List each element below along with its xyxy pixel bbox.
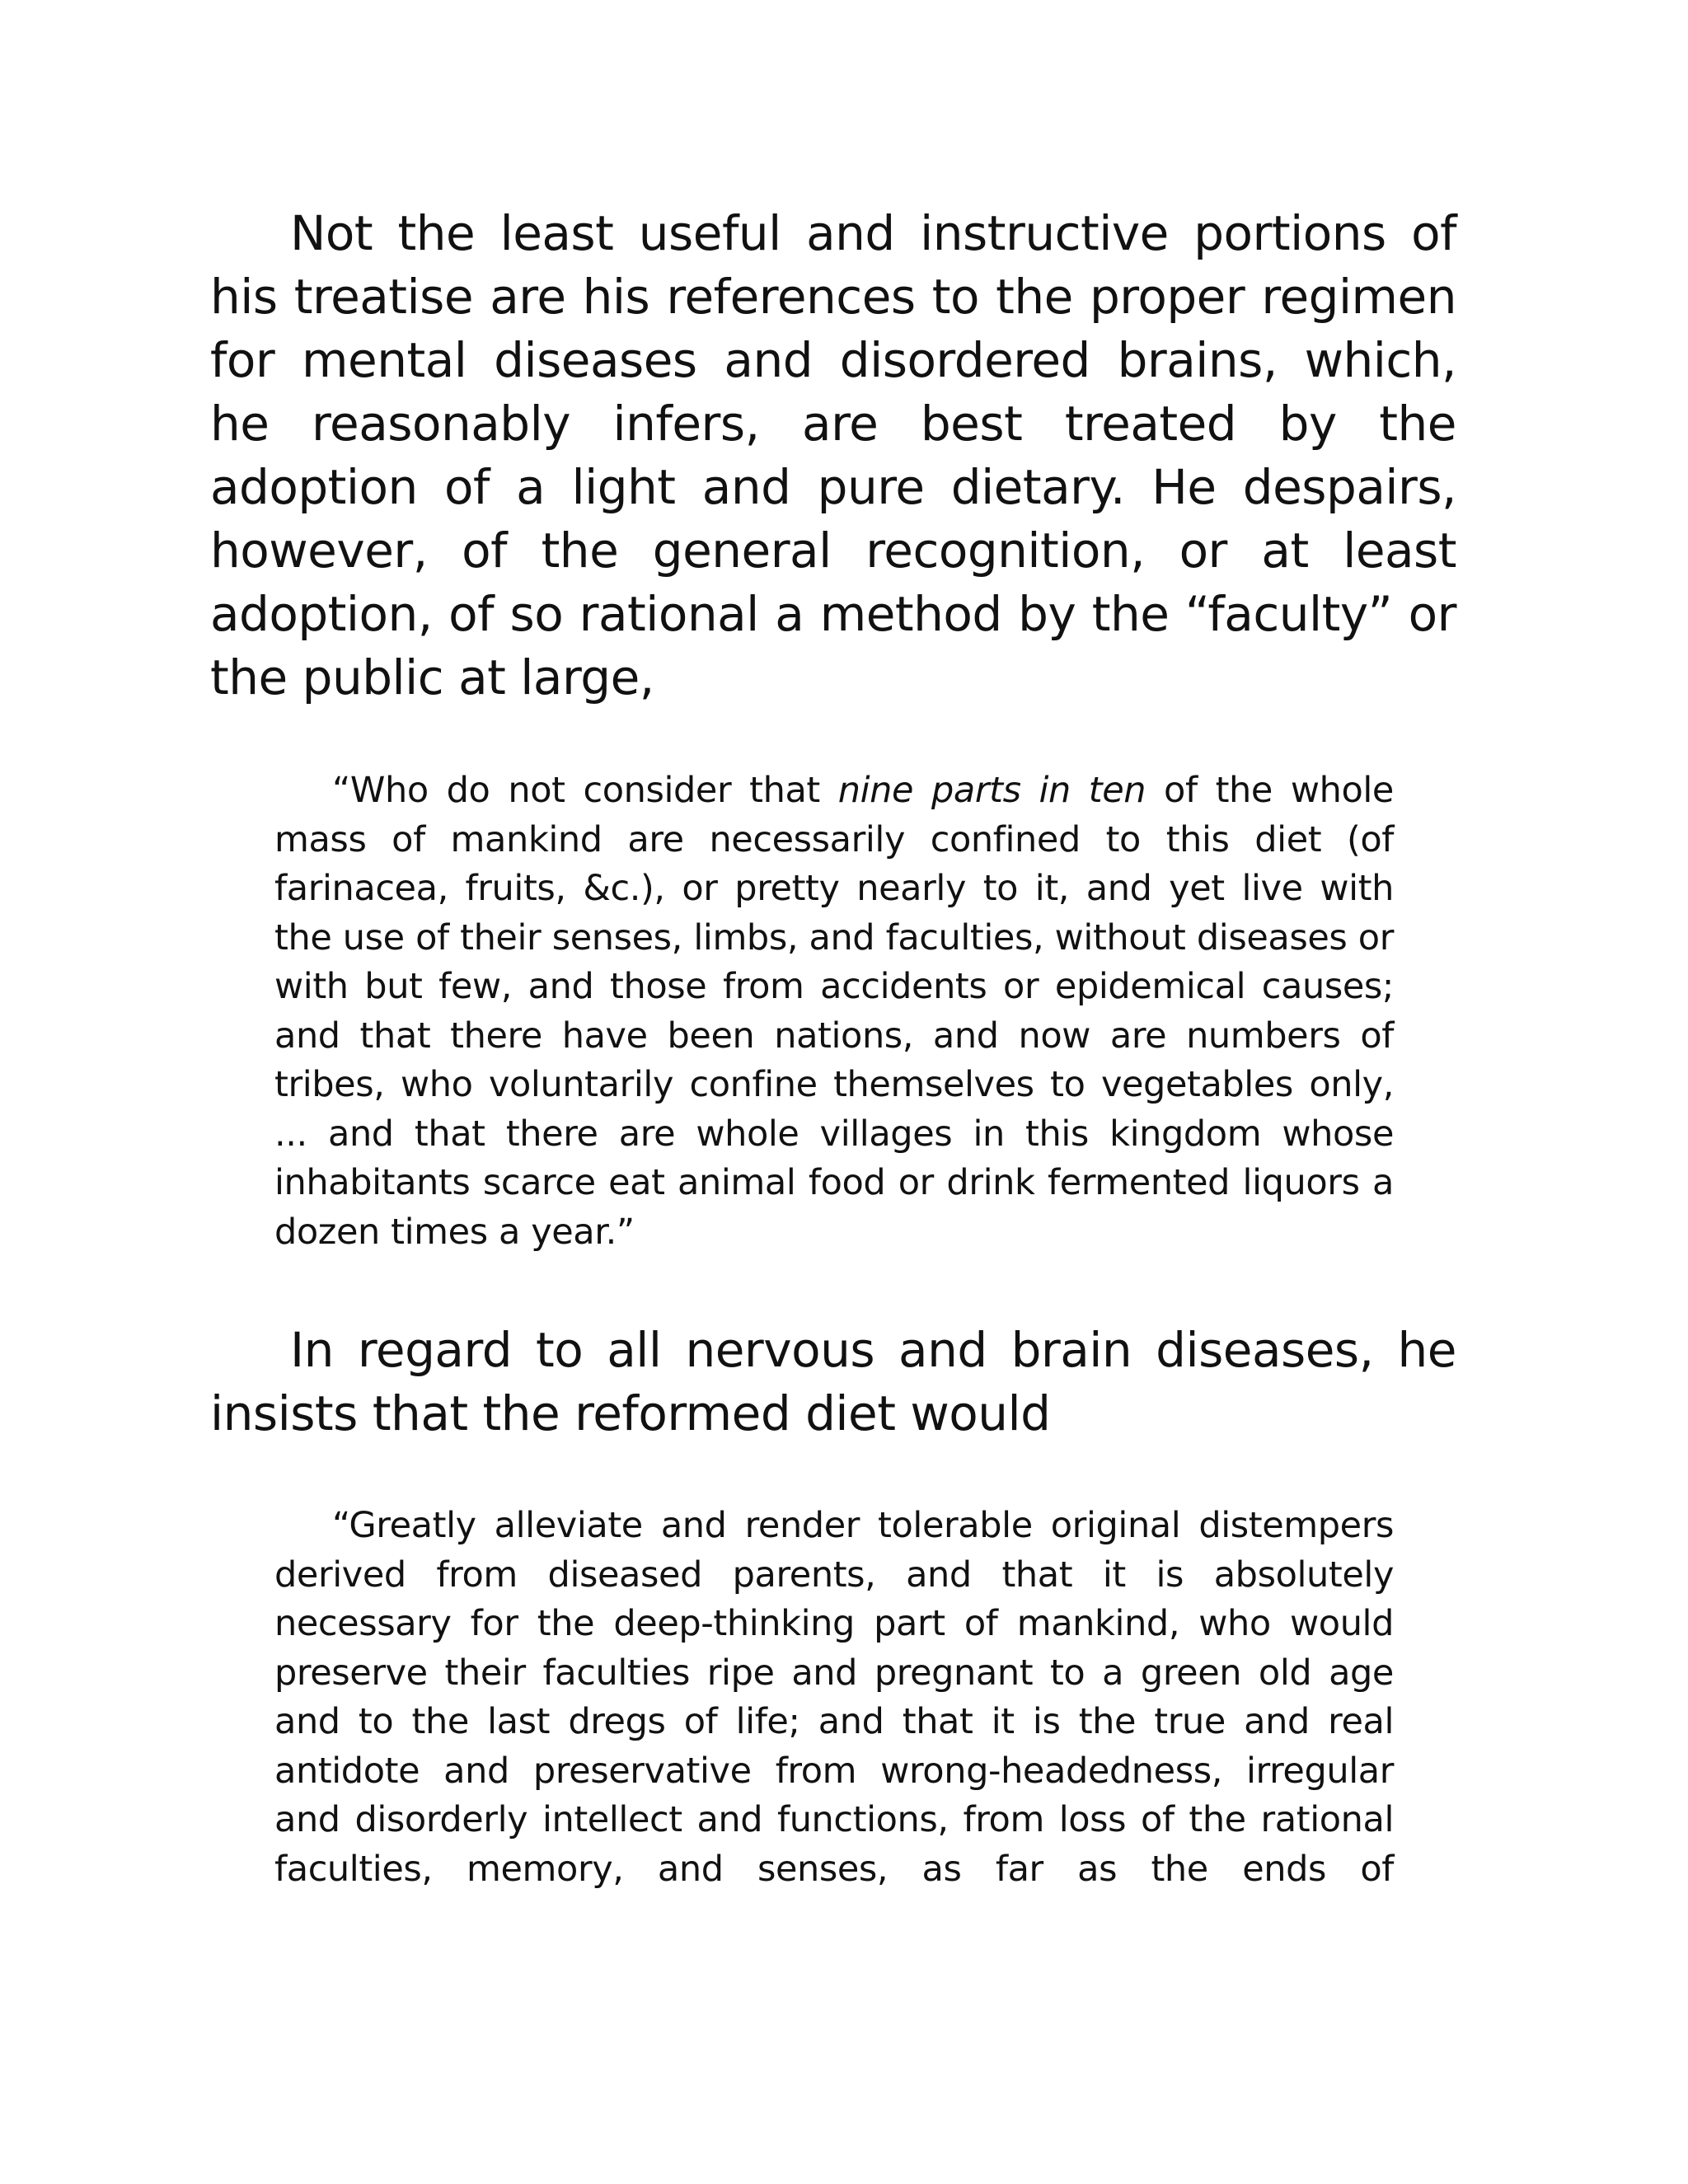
body-paragraph: Not the least useful and instructive portions of his treatise are his references to the proper regimen for mental diseases and disordered brains, which, he reasonably infers, are best treated by the adoption of a light and pure dietary. He despairs, however, of the general recognition, or at least adoption, of so rational a method by the “faculty” or the public at large,: [210, 205, 1456, 705]
quote-text: of the whole mass of mankind are necessarily confined to this diet (of farinacea, fruits, &c.), or pretty nearly to it, and yet live with the use of their senses, limbs, and faculties, without diseases or with but few, and those from accidents or epidemical causes; and that there have been nations, and now are numbers of tribes, who voluntarily confine themselves to vegetables only, ... and that there are whole villages in this kingdom whose inhabitants scarce eat animal food or drink fermented liquors a dozen times a year.”: [274, 770, 1394, 1253]
block-quote: [274, 766, 1394, 1257]
body-paragraph: In regard to all nervous and brain diseases, he insists that the reformed diet would: [210, 1322, 1456, 1441]
quote-text: “Who do not consider that: [332, 770, 838, 811]
block-quote: “Greatly alleviate and render tolerable original distempers derived from diseased parents, and that it is absolutely necessary for the deep-thinking part of mankind, who would preserve their faculties ripe and pregnant to a green old age and to the last dregs of life; and that it is the true and real antidote and preservative from wrong-headedness, irregular and disorderly intellect and functions, from loss of the rational faculties, memory, and senses, as far as the ends of: [274, 1505, 1394, 1890]
quote-emphasis: nine parts in ten: [837, 770, 1146, 811]
